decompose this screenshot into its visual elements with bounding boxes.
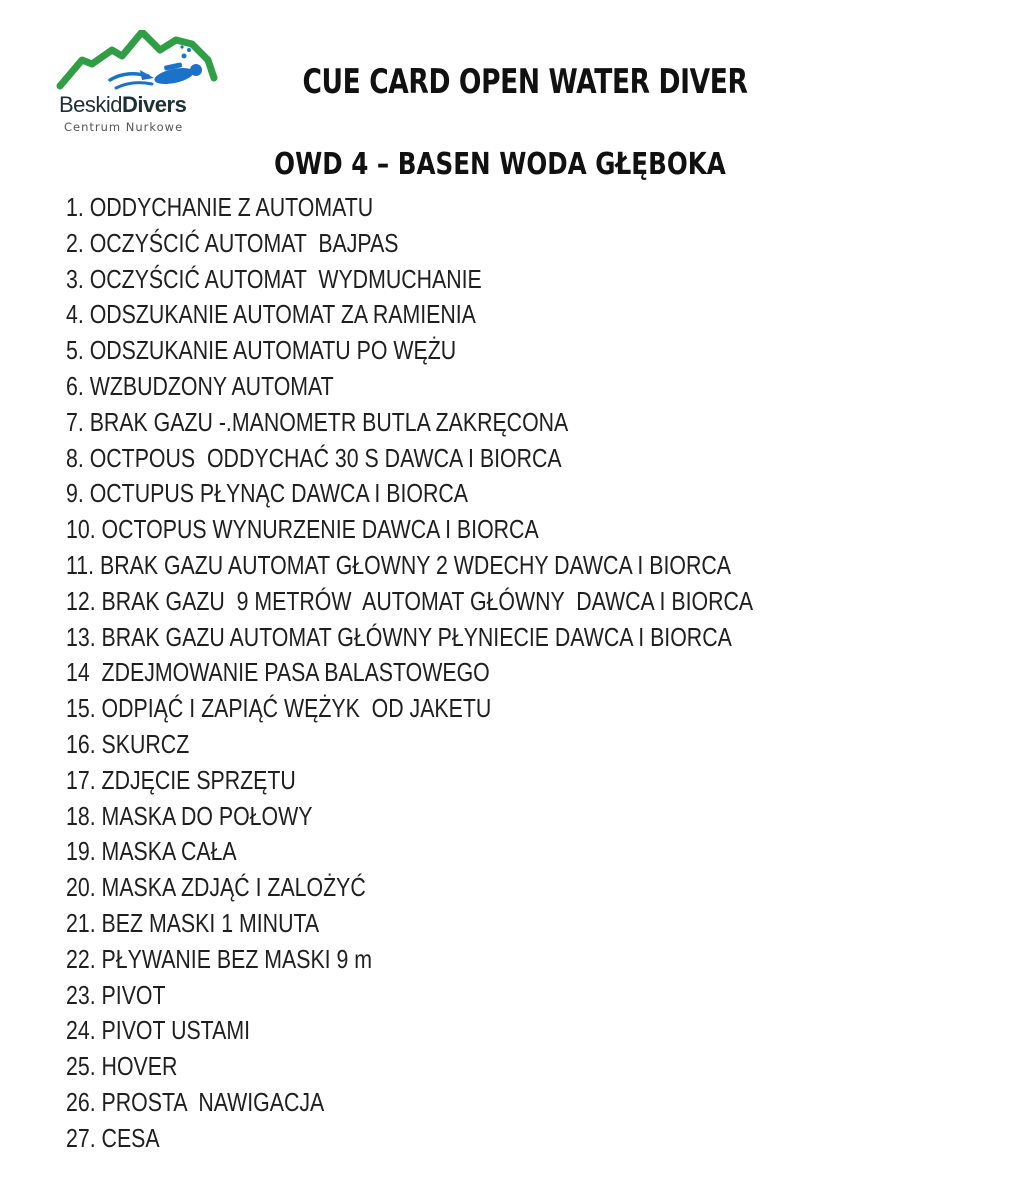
list-item: 15. ODPIĄĆ I ZAPIĄĆ WĘŻYK OD JAKETU [66,693,492,724]
list-item: 8. OCTPOUS ODDYCHAĆ 30 S DAWCA I BIORCA [66,442,562,473]
list-item: 6. WZBUDZONY AUTOMAT [66,370,334,401]
list-item: 21. BEZ MASKI 1 MINUTA [66,907,320,938]
list-item: 22. PŁYWANIE BEZ MASKI 9 m [66,943,373,974]
list-item: 5. ODSZUKANIE AUTOMATU PO WĘŻU [66,335,457,366]
list-item: 13. BRAK GAZU AUTOMAT GŁÓWNY PŁYNIECIE DAWCA I BIORCA [66,621,732,652]
list-item: 27. CESA [66,1122,160,1153]
list-item: 24. PIVOT USTAMI [66,1015,251,1046]
list-item: 17. ZDJĘCIE SPRZĘTU [66,764,296,795]
list-item: 19. MASKA CAŁA [66,836,237,867]
list-item: 12. BRAK GAZU 9 METRÓW AUTOMAT GŁÓWNY DAWCA I BIORCA [66,585,754,616]
list-item: 9. OCTUPUS PŁYNĄC DAWCA I BIORCA [66,478,469,509]
list-item: 25. HOVER [66,1051,178,1082]
list-item: 3. OCZYŚCIĆ AUTOMAT WYDMUCHANIE [66,263,482,294]
logo-tagline: Centrum Nurkowe [64,120,184,134]
page-title: CUE CARD OPEN WATER DIVER [302,62,748,102]
list-item: 23. PIVOT [66,979,166,1010]
list-item: 26. PROSTA NAWIGACJA [66,1086,325,1117]
page-subtitle: OWD 4 – BASEN WODA GŁĘBOKA [274,147,726,182]
list-item: 7. BRAK GAZU -.MANOMETR BUTLA ZAKRĘCONA [66,406,569,437]
logo-brand-light: Beskid [59,92,123,117]
list-item: 14 ZDEJMOWANIE PASA BALASTOWEGO [66,657,490,688]
list-item: 11. BRAK GAZU AUTOMAT GŁOWNY 2 WDECHY DAWCA I BIORCA [66,549,732,580]
list-item: 18. MASKA DO POŁOWY [66,800,313,831]
list-item: 4. ODSZUKANIE AUTOMAT ZA RAMIENIA [66,299,476,330]
list-item: 10. OCTOPUS WYNURZENIE DAWCA I BIORCA [66,514,539,545]
list-item: 2. OCZYŚCIĆ AUTOMAT BAJPAS [66,227,399,258]
logo-brand-bold: Divers [122,92,187,117]
list-item: 1. ODDYCHANIE Z AUTOMATU [66,192,374,222]
skills-list [66,190,904,1157]
list-item: 16. SKURCZ [66,728,190,759]
list-item: 20. MASKA ZDJĄĆ I ZALOŻYĆ [66,872,366,903]
